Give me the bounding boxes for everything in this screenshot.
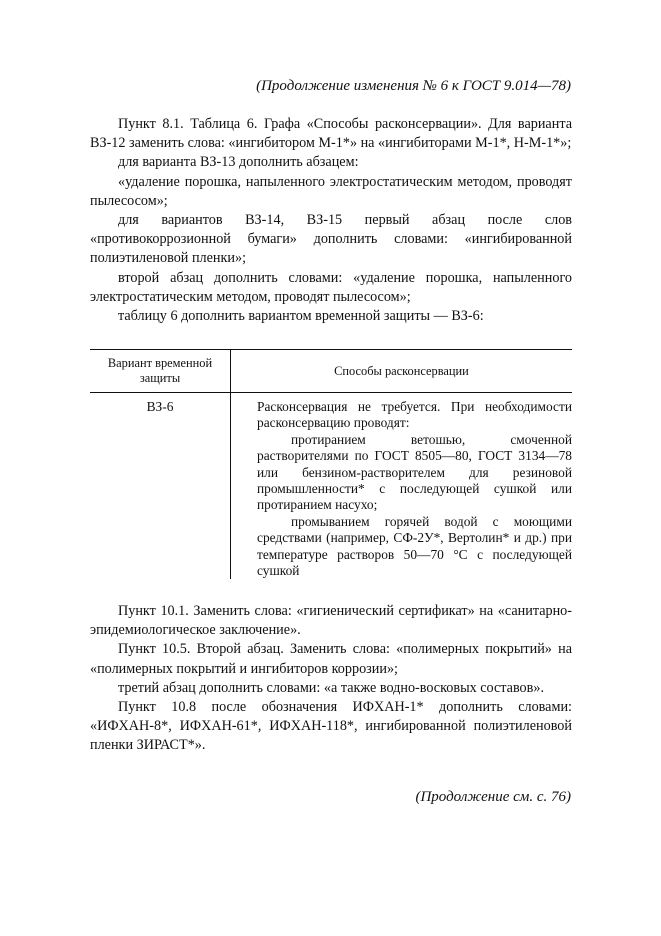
- table-row: [90, 393, 572, 580]
- paragraph: Пункт 10.8 после обозначения ИФХАН-1* дополнить словами: «ИФХАН-8*, ИФХАН-61*, ИФХАН-118*, ингибированной полиэтиленовой пленки ЗИРАСТ*».: [90, 699, 572, 754]
- header-variant: Вариант временной защиты: [90, 350, 231, 393]
- table-header-row: [90, 350, 572, 393]
- bottom-paragraphs: [90, 602, 572, 756]
- paragraph: третий абзац дополнить словами: «а также водно-восковых составов».: [118, 679, 544, 696]
- table-6-addition: [90, 349, 572, 579]
- paragraph: для вариантов ВЗ-14, ВЗ-15 первый абзац после слов «противокоррозионной бумаги» дополнить словами: «ингибированной полиэтиленовой пленки»;: [90, 212, 572, 267]
- paragraph: Пункт 10.1. Заменить слова: «гигиенический сертификат» на «санитарно-эпидемиологическое заключение».: [90, 603, 572, 639]
- protection-table: [90, 349, 572, 579]
- method-text: Расконсервация не требуется. При необходимости расконсервацию проводят:: [257, 399, 572, 431]
- top-paragraphs: [90, 115, 572, 326]
- paragraph: «удаление порошка, напыленного электростатическим методом, проводят пылесосом»;: [90, 173, 572, 209]
- paragraph: для варианта ВЗ-13 дополнить абзацем:: [118, 154, 359, 171]
- method-text: протиранием ветошью, смоченной растворителями по ГОСТ 8505—80, ГОСТ 3134—78 или бензином-растворителем для резиновой промышленности* с последующей сушкой или протиранием насухо;: [257, 431, 572, 513]
- paragraph: Пункт 10.5. Второй абзац. Заменить слова: «полимерных покрытий» на «полимерных покрытий и ингибиторов коррозии»;: [90, 641, 572, 677]
- continuation-header: (Продолжение изменения № 6 к ГОСТ 9.014—78): [256, 78, 571, 94]
- header-methods: Способы расконсервации: [231, 350, 573, 393]
- paragraph: таблицу 6 дополнить вариантом временной защиты — ВЗ-6:: [118, 308, 484, 325]
- method-text: промыванием горячей водой с моющими средствами (например, СФ-2У*, Вертолин* и др.) при температуре растворов 50—70 °С с последующей сушкой: [257, 513, 572, 579]
- cell-methods: [231, 393, 573, 580]
- paragraph: второй абзац дополнить словами: «удаление порошка, напыленного электростатическим методом, проводят пылесосом»;: [90, 269, 572, 305]
- paragraph: Пункт 8.1. Таблица 6. Графа «Способы расконсервации». Для варианта ВЗ-12 заменить слова: «ингибитором М-1*» на «ингибиторами М-1*, Н-М-1*»;: [90, 116, 572, 152]
- continuation-footer: (Продолжение см. с. 76): [415, 789, 571, 805]
- cell-variant: ВЗ-6: [90, 393, 231, 580]
